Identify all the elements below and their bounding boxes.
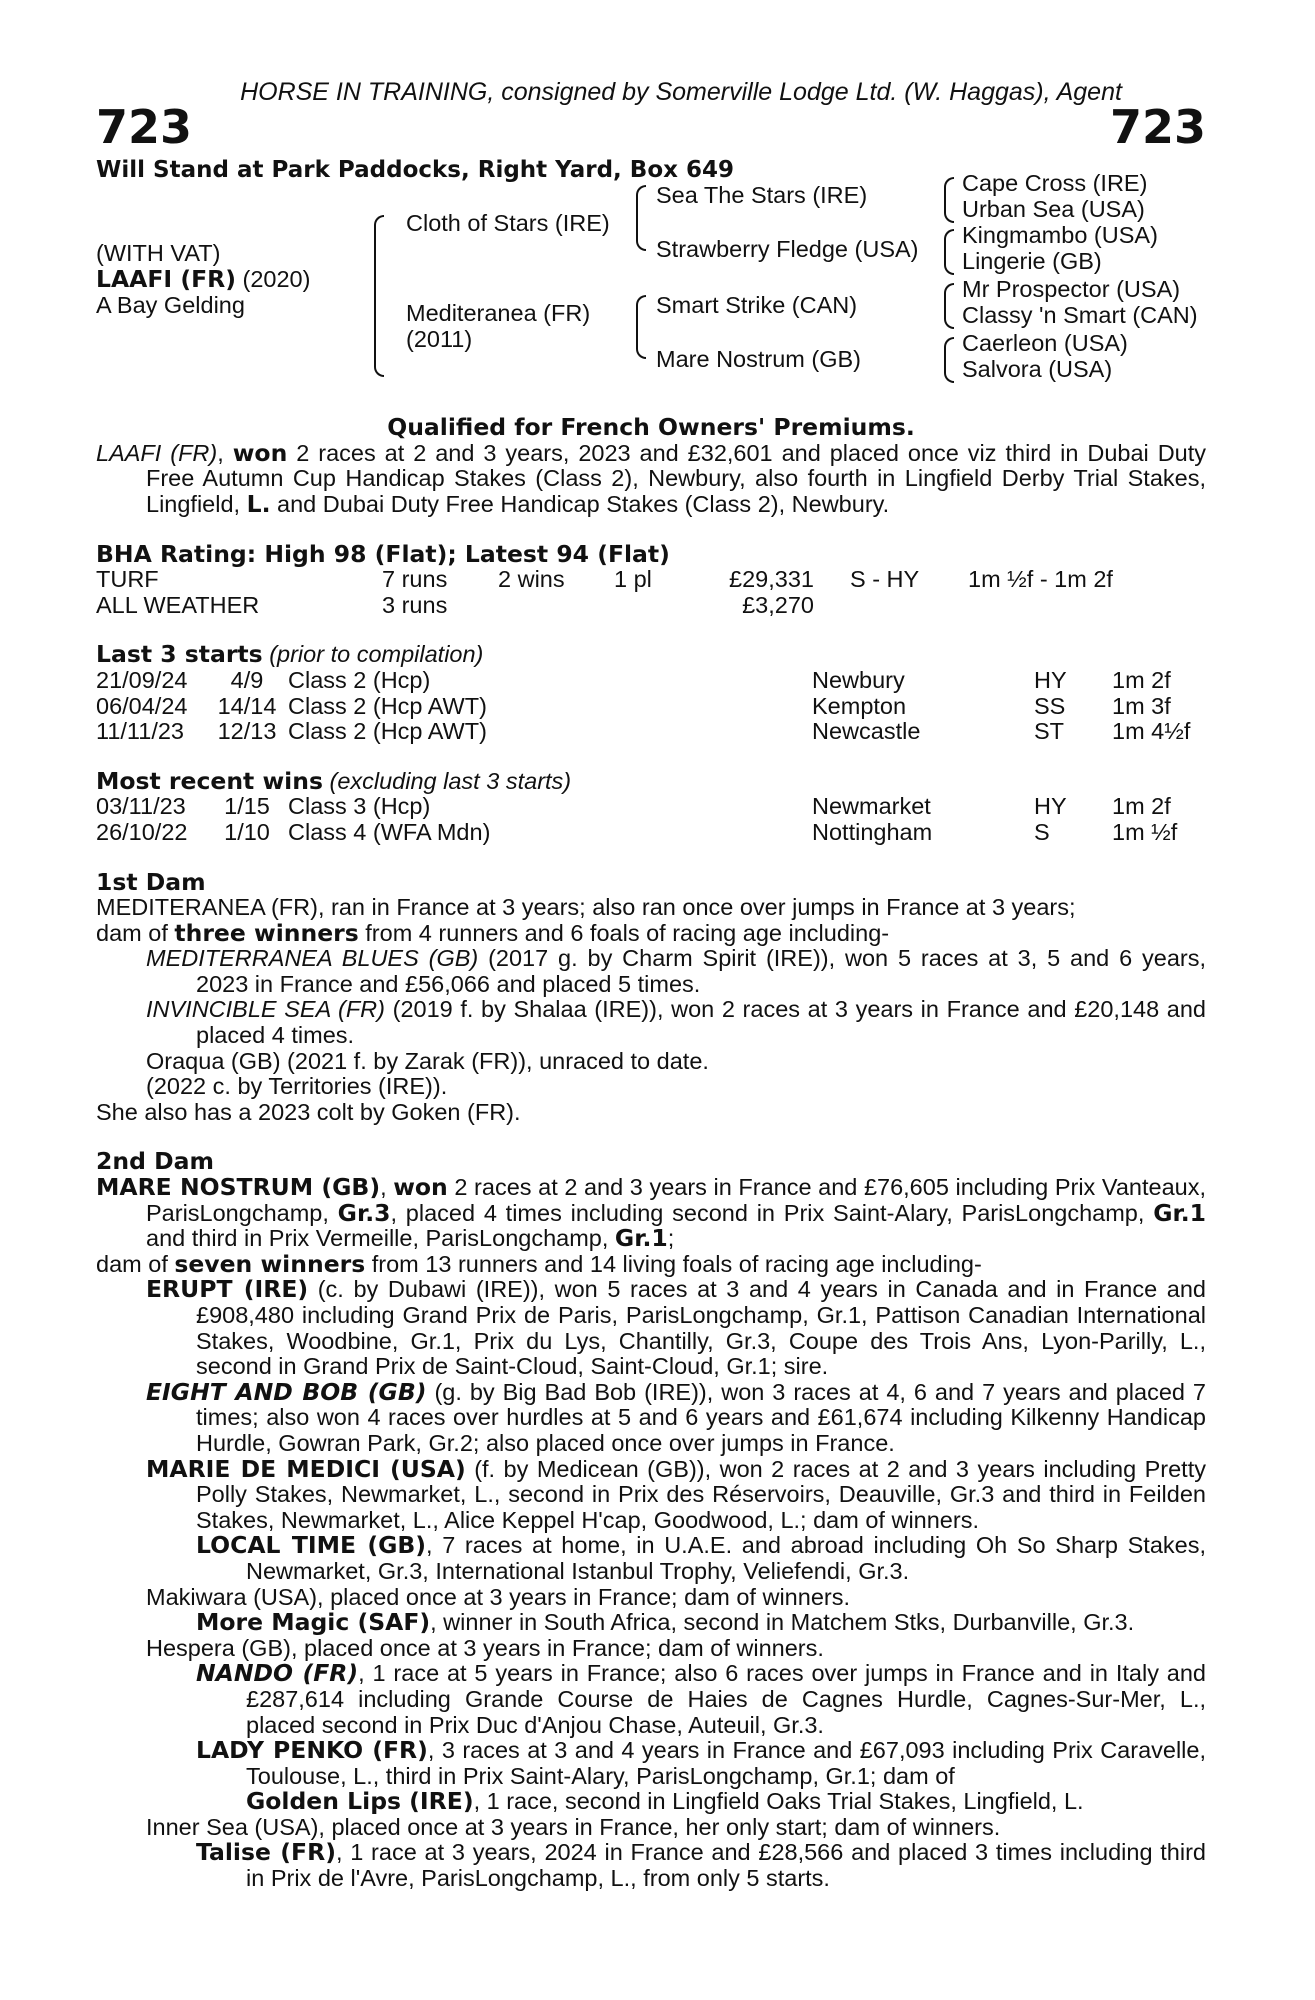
first-dam-record: MEDITERANEA (FR), ran in France at 3 years; also ran once over jumps in France at 3 years; — [96, 894, 1076, 921]
start-course: Newbury — [812, 666, 905, 693]
dam-of-prefix: dam of — [96, 1250, 175, 1277]
record-text: 2 races at 2 and 3 years in France and £76,605 including Prix Vanteaux, ParisLongchamp, — [146, 1174, 1206, 1226]
rating-distance: 1m ½f - 1m 2f — [968, 566, 1113, 593]
start-date: 21/09/24 — [96, 666, 188, 693]
rating-runs: 7 runs — [382, 566, 448, 593]
rating-row-aw — [96, 593, 1206, 619]
gp1-brace — [944, 177, 954, 223]
offspring-entry: Inner Sea (USA), placed once at 3 years in France, her only start; dam of winners. — [146, 1813, 1001, 1840]
catalogue-page — [96, 80, 1206, 1892]
start-position: 12/13 — [217, 718, 277, 745]
winners-count: three winners — [174, 918, 359, 947]
recent-title: Most recent wins — [96, 766, 323, 795]
start-distance: 1m 4½f — [1112, 718, 1191, 745]
dam-dam: Mare Nostrum (GB) — [656, 346, 861, 373]
dam-of-suffix: from 13 runners and 14 living foals of racing age including- — [365, 1250, 982, 1277]
start-position: 4/9 — [230, 666, 264, 693]
sire-sire: Sea The Stars (IRE) — [656, 182, 868, 209]
offspring-text: (2019 f. by Shalaa (IRE)), won 2 races at 3 years in France and £20,148 and placed 4 times. — [196, 996, 1206, 1049]
horse-name-line — [96, 267, 310, 293]
rating-prize: £3,270 — [742, 591, 814, 618]
summary-text-1: 2 races at 2 and 3 years, 2023 and £32,601 and placed once viz third in Dubai Duty Free Autumn Cup Handicap Stakes (Class 2), Newbury, also fourth in Lingfield Derby Trial Stakes, Lingfield, — [146, 439, 1207, 517]
dam: Mediteranea (FR) — [406, 300, 591, 327]
start-date: 06/04/24 — [96, 692, 188, 719]
summary-name: LAAFI (FR) — [96, 439, 218, 466]
sire-parents-brace — [636, 185, 646, 251]
summary-won: won — [232, 438, 288, 467]
offspring-text: , 3 races at 3 and 4 years in France and £67,093 including Prix Caravelle, Toulouse, L., third in Prix Saint-Alary, ParisLongchamp, Gr.1; dam of — [246, 1737, 1206, 1789]
start-going: SS — [1034, 692, 1066, 719]
win-course: Newmarket — [812, 793, 931, 820]
offspring-entry — [96, 1454, 1206, 1534]
offspring-name: ERUPT (IRE) — [146, 1275, 309, 1304]
offspring-entry — [96, 997, 1206, 1048]
start-course: Newcastle — [812, 718, 921, 745]
start-race: Class 2 (Hcp AWT) — [288, 692, 487, 719]
start-position: 14/14 — [217, 692, 277, 719]
win-race: Class 3 (Hcp) — [288, 793, 431, 820]
dam-of-prefix: dam of — [96, 919, 175, 946]
second-dam-record: MARE NOSTRUM (GB), won 2 races at 2 and 3 years in France and £76,605 including Prix Vanteaux, ParisLongchamp, Gr.3, placed 4 times including second in Prix Saint-Alary, ParisLongchamp, Gr.1 and third in Prix Vermeille, ParisLongchamp, Gr.1; — [96, 1173, 1206, 1253]
offspring-text: , 1 race at 3 years, 2024 in France and £28,566 and placed 3 times including third in Prix de l'Avre, ParisLongchamp, L., from only 5 starts. — [246, 1839, 1206, 1892]
offspring-text: , 1 race, second in Lingfield Oaks Trial Stakes, Lingfield, L. — [473, 1788, 1084, 1815]
start-race: Class 2 (Hcp AWT) — [288, 718, 487, 745]
dam-dam-sire: Caerleon (USA) — [962, 330, 1128, 357]
vat-label: (WITH VAT) — [96, 240, 221, 267]
recent-title-line — [96, 766, 1206, 795]
sire-sire-sire: Cape Cross (IRE) — [962, 170, 1148, 197]
offspring-text: , winner in South Africa, second in Matchem Stks, Durbanville, Gr.3. — [430, 1609, 1135, 1636]
grand-offspring-entry — [96, 1840, 1206, 1891]
offspring-text: (c. by Dubawi (IRE)), won 5 races at 3 and 4 years in Canada and in France and £908,480 including Grand Prix de Paris, ParisLongchamp, Gr.1, Pattison Canadian International Stakes, Woodbine, Gr.1, Prix du Lys, Chantilly, Gr.3, Coupe des Trois Ans, Lyon-Parilly, L., second in Grand Prix de Saint-Cloud, Saint-Cloud, Gr.1; sire. — [196, 1276, 1206, 1380]
horse-name: LAAFI (FR) — [96, 265, 236, 294]
sire-dam-brace — [374, 215, 384, 377]
win-date: 03/11/23 — [96, 793, 186, 820]
offspring-text: (g. by Big Bad Bob (IRE)), won 3 races at 4, 6 and 7 years and placed 7 times; also won 4 races over hurdles at 5 and 6 years and £61,674 including Kilkenny Handicap Hurdle, Gowran Park, Gr.2; also placed once over jumps in France. — [196, 1378, 1207, 1456]
gp3-brace — [944, 283, 954, 329]
rating-surface: ALL WEATHER — [96, 591, 260, 618]
grade: Gr.1 — [1153, 1198, 1206, 1227]
offspring-entry — [96, 1277, 1206, 1379]
summary-text-2: and Dubai Duty Free Handicap Stakes (Class 2), Newbury. — [270, 490, 890, 517]
sire-dam-sire: Kingmambo (USA) — [962, 222, 1158, 249]
offspring-name: NANDO (FR) — [196, 1659, 359, 1688]
offspring-entry: Makiwara (USA), placed once at 3 years in France; dam of winners. — [146, 1583, 850, 1610]
start-race: Class 2 (Hcp) — [288, 666, 431, 693]
win-distance: 1m 2f — [1112, 793, 1171, 820]
recent-row — [96, 820, 1206, 846]
offspring-entry: Oraqua (GB) (2021 f. by Zarak (FR)), unraced to date. — [146, 1047, 709, 1074]
rating-wins — [498, 593, 614, 619]
win-going: S — [1034, 818, 1050, 845]
win-date: 26/10/22 — [96, 818, 188, 845]
offspring-entry: (2022 c. by Territories (IRE)). — [146, 1073, 448, 1100]
win-race: Class 4 (WFA Mdn) — [288, 818, 491, 845]
consignor-line: HORSE IN TRAINING, consigned by Somerville Lodge Ltd. (W. Haggas), Agent — [240, 78, 1122, 106]
grand-offspring-entry — [96, 1533, 1206, 1584]
rating-placed: 1 pl — [614, 566, 652, 593]
dam-sire-dam: Classy 'n Smart (CAN) — [962, 302, 1198, 329]
offspring-text: , 7 races at home, in U.A.E. and abroad including Oh So Sharp Stakes, Newmarket, Gr.3, International Istanbul Trophy, Veliefendi, Gr.3. — [246, 1532, 1206, 1584]
dam-of-suffix: from 4 runners and 6 foals of racing age including- — [358, 919, 890, 946]
grand-offspring-entry — [96, 1610, 1206, 1636]
grade: Gr.1 — [614, 1224, 668, 1253]
offspring-entry — [96, 946, 1206, 997]
last3-title-line — [96, 642, 1206, 668]
race-summary: LAAFI (FR), won 2 races at 2 and 3 years, 2023 and £32,601 and placed once viz third in Dubai Duty Free Autumn Cup Handicap Stakes (Class 2), Newbury, also fourth in Lingfield Derby Trial Stakes, Lingfield, L. and Dubai Duty Free Handicap Stakes (Class 2), Newbury. — [96, 438, 1207, 518]
start-distance: 1m 2f — [1112, 666, 1171, 693]
grand-offspring-entry — [96, 1738, 1206, 1815]
dam-dam-dam: Salvora (USA) — [962, 356, 1113, 383]
sire-sire-dam: Urban Sea (USA) — [962, 196, 1145, 223]
offspring-name: INVINCIBLE SEA (FR) — [146, 996, 385, 1023]
record-text: and third in Prix Vermeille, ParisLongchamp, — [146, 1225, 615, 1252]
offspring-name: MEDITERRANEA BLUES (GB) — [146, 945, 479, 972]
recent-note: (excluding last 3 starts) — [322, 767, 572, 794]
offspring-text: (f. by Medicean (GB)), won 2 races at 2 and 3 years including Pretty Polly Stakes, Newmarket, L., second in Prix des Réservoirs, Deauville, Gr.3 and third in Feilden Stakes, Newmarket, L., Alice Keppel H'cap, Goodwood, L.; dam of winners. — [196, 1455, 1206, 1533]
rating-prize: £29,331 — [729, 566, 814, 593]
last3-row — [96, 719, 1206, 745]
sire-dam: Strawberry Fledge (USA) — [656, 236, 919, 263]
horse-description: A Bay Gelding — [96, 292, 245, 319]
lot-number-left: 723 — [96, 99, 193, 154]
premium-note: Qualified for French Owners' Premiums. — [387, 413, 915, 442]
offspring-entry: Hespera (GB), placed once at 3 years in France; dam of winners. — [146, 1634, 824, 1661]
offspring-name: EIGHT AND BOB (GB) — [146, 1377, 427, 1406]
pedigree-table — [96, 170, 1206, 413]
last3-row — [96, 668, 1206, 694]
lot-number-right: 723 — [1109, 99, 1206, 154]
rating-runs: 3 runs — [382, 591, 448, 618]
lot-number-row — [96, 99, 1206, 154]
start-going: ST — [1034, 718, 1065, 745]
offspring-name: LADY PENKO (FR) — [196, 1736, 428, 1765]
offspring-name: LOCAL TIME (GB) — [196, 1531, 427, 1560]
grand-offspring-entry — [96, 1661, 1206, 1738]
dam-sire: Smart Strike (CAN) — [656, 292, 858, 319]
win-position: 1/15 — [224, 793, 270, 820]
rating-row-turf — [96, 567, 1206, 593]
dam-sire-sire: Mr Prospector (USA) — [962, 276, 1181, 303]
record-text: ; — [667, 1225, 675, 1252]
offspring-entry — [96, 1377, 1207, 1457]
rating-title: BHA Rating: High 98 (Flat); Latest 94 (Flat) — [96, 539, 670, 568]
start-distance: 1m 3f — [1112, 692, 1171, 719]
start-date: 11/11/23 — [96, 718, 184, 745]
offspring-name: More Magic (SAF) — [196, 1608, 431, 1637]
win-course: Nottingham — [812, 818, 933, 845]
first-dam-title: 1st Dam — [96, 867, 206, 896]
second-dam-produce — [96, 1249, 1206, 1278]
summary-listed: L. — [246, 489, 271, 518]
dam-year: (2011) — [406, 326, 473, 353]
offspring-text: , 1 race at 5 years in France; also 6 races over jumps in France and in Italy and £287,614 including Grande Course de Haies de Cagnes Hurdle, Cagnes-Sur-Mer, L., placed second in Prix Duc d'Anjou Chase, Auteuil, Gr.3. — [246, 1660, 1206, 1738]
gp2-brace — [944, 229, 954, 275]
gp4-brace — [944, 337, 954, 383]
start-going: HY — [1034, 666, 1067, 693]
second-dam-title: 2nd Dam — [96, 1147, 214, 1176]
sire-dam-dam: Lingerie (GB) — [962, 248, 1102, 275]
sire: Cloth of Stars (IRE) — [406, 210, 610, 237]
rating-surface: TURF — [96, 566, 159, 593]
first-dam-note: She also has a 2023 colt by Goken (FR). — [96, 1098, 521, 1125]
record-text: , placed 4 times including second in Prix Saint-Alary, ParisLongchamp, — [390, 1199, 1154, 1226]
win-going: HY — [1034, 793, 1067, 820]
rating-wins: 2 wins — [498, 566, 565, 593]
offspring-name: Golden Lips (IRE) — [246, 1787, 474, 1816]
offspring-name: Talise (FR) — [196, 1838, 336, 1867]
second-dam-won: won — [393, 1173, 448, 1202]
second-dam-name: MARE NOSTRUM (GB) — [96, 1173, 381, 1202]
dam-parents-brace — [636, 295, 646, 359]
last3-note: (prior to compilation) — [262, 641, 484, 668]
box-location: Will Stand at Park Paddocks, Right Yard, Box 649 — [96, 156, 734, 183]
first-dam-produce — [96, 918, 1206, 947]
offspring-name: MARIE DE MEDICI (USA) — [146, 1454, 466, 1483]
offspring-text: (2017 g. by Charm Spirit (IRE)), won 5 races at 3, 5 and 6 years, 2023 in France and £56,066 and placed 5 times. — [196, 945, 1207, 997]
rating-placed — [614, 593, 684, 619]
grade: Gr.3 — [337, 1198, 391, 1227]
win-distance: 1m ½f — [1112, 818, 1178, 845]
last3-row — [96, 694, 1206, 720]
horse-year: (2020) — [235, 266, 311, 293]
recent-row — [96, 794, 1206, 820]
win-position: 1/10 — [224, 818, 270, 845]
last3-title: Last 3 starts — [96, 640, 263, 669]
start-course: Kempton — [812, 692, 907, 719]
rating-going: S - HY — [850, 566, 920, 593]
winners-count: seven winners — [174, 1249, 366, 1278]
